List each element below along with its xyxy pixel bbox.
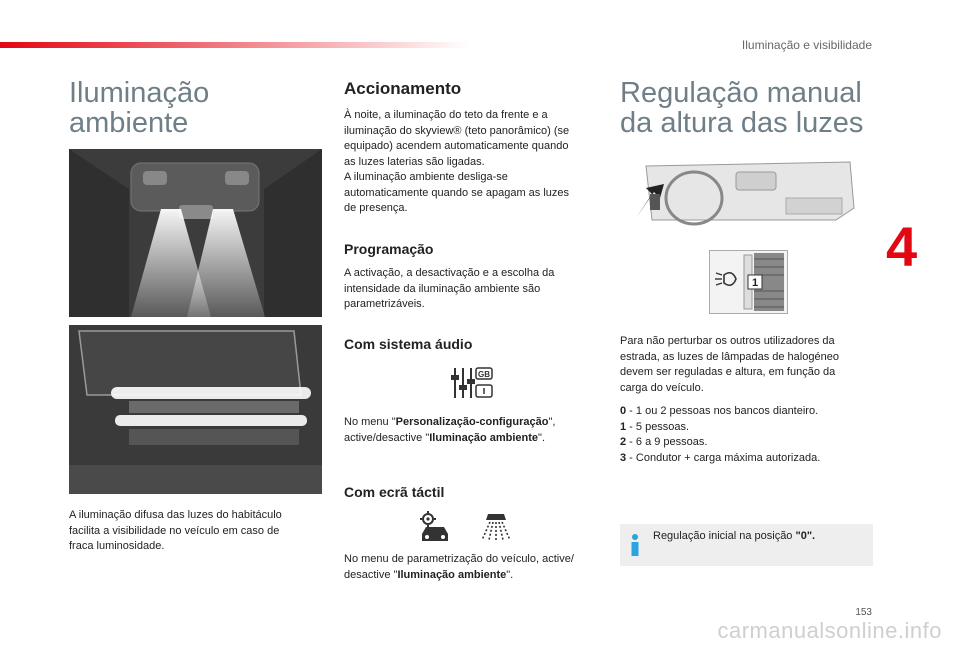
vehicle-settings-icon bbox=[418, 510, 452, 544]
headlamp-adjustment-knob bbox=[709, 250, 788, 314]
headlamp-adjustment-title: Regulação manual da altura das luzes bbox=[620, 77, 864, 139]
language-badge-label: GB bbox=[478, 370, 490, 379]
initial-setting-note bbox=[620, 524, 873, 566]
knob-position-label: 1 bbox=[751, 277, 759, 289]
chapter-number: 4 bbox=[886, 215, 918, 278]
ambient-light-icon bbox=[478, 510, 514, 544]
programming-heading: Programação bbox=[344, 241, 434, 257]
ambient-lighting-title: Iluminação ambiente bbox=[69, 77, 210, 139]
audio-system-heading: Com sistema áudio bbox=[344, 336, 473, 352]
touchscreen-heading: Com ecrã táctil bbox=[344, 484, 445, 500]
programming-text: A activação, a desactivação e a escolha da intensidade da iluminação ambiente são parametrizáveis. bbox=[344, 267, 555, 310]
section-title: Iluminação e visibilidade bbox=[741, 38, 872, 52]
adjustment-intro-text: Para não perturbar os outros utilizadores da estrada, as luzes de lâmpadas de halogéneo devem ser reguladas e altura, em função da carga do veículo. bbox=[620, 335, 839, 394]
activation-heading: Accionamento bbox=[344, 79, 462, 98]
panoramic-roof-light-photo bbox=[69, 325, 322, 494]
ceiling-light-photo bbox=[69, 149, 322, 317]
activation-text: À noite, a iluminação do teto da frente e a iluminação do skyview® (teto panorâmico) (se equipado) acendem automaticamente quando as luzes laterias são ligadas. A iluminação ambiente desliga-se automaticamente quando se apagam as luzes de presença. bbox=[344, 109, 570, 214]
info-icon bbox=[628, 534, 642, 556]
ambient-lighting-caption: A iluminação difusa das luzes do habitáculo facilita a visibilidade no veículo em caso de fraca luminosidade. bbox=[69, 509, 282, 552]
audio-settings-icon bbox=[450, 365, 494, 401]
adjustment-positions-list: 0 - 1 ou 2 pessoas nos bancos dianteiro. 1 - 5 pessoas. 2 - 6 a 9 pessoas. 3 - Condutor + carga máxima autorizada. bbox=[620, 405, 821, 464]
initial-setting-text: Regulação inicial na posição "0". bbox=[653, 530, 816, 542]
audio-system-text: No menu "Personalização-configuração", active/desactive "Iluminação ambiente". bbox=[344, 416, 556, 444]
dashboard-illustration bbox=[636, 158, 856, 240]
watermark-text: carmanualsonline.info bbox=[717, 618, 942, 643]
header-accent-bar bbox=[0, 42, 470, 48]
touchscreen-text: No menu de parametrização do veículo, active/ desactive "Iluminação ambiente". bbox=[344, 553, 574, 581]
page-number: 153 bbox=[855, 607, 872, 618]
